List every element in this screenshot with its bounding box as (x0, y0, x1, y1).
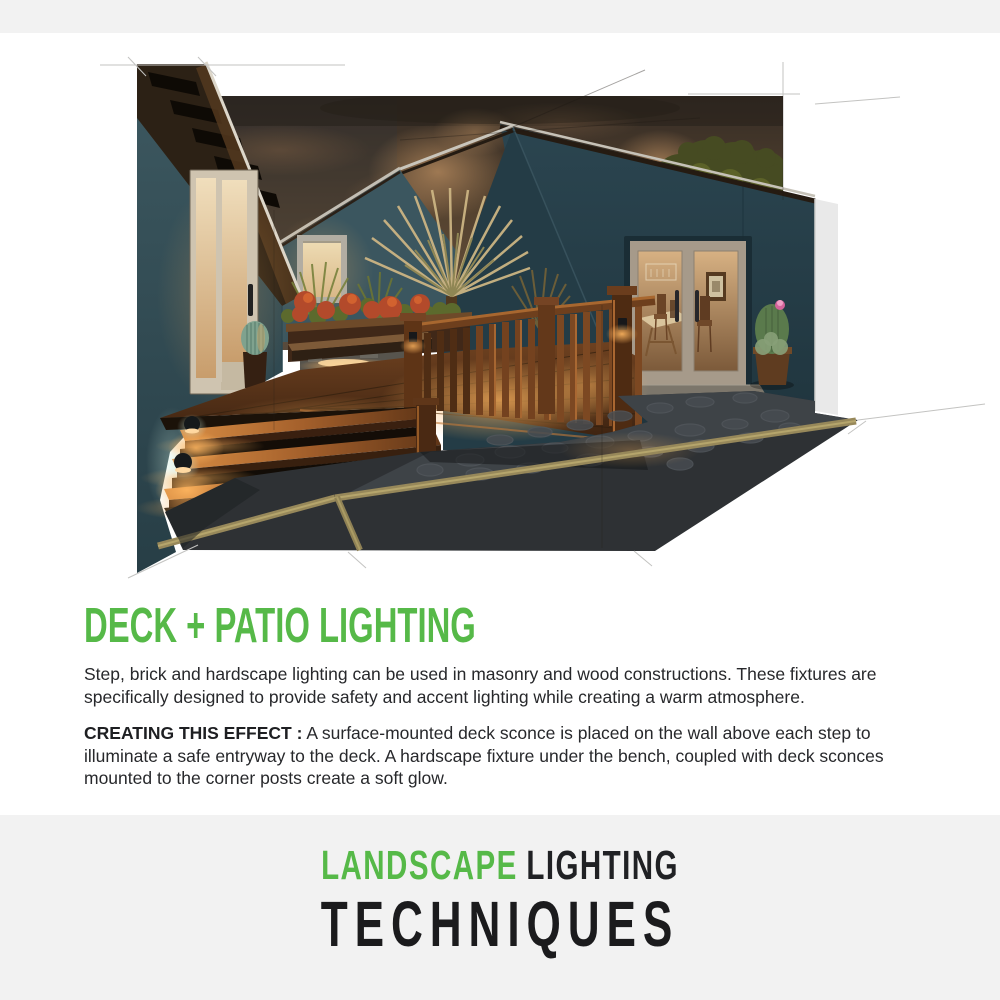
footer-series-title: TECHNIQUES (320, 888, 680, 960)
barrel-cactus-pot (241, 321, 269, 388)
footer-brand-lighting: LIGHTING (526, 842, 679, 888)
article-section (84, 599, 932, 790)
effect-paragraph (84, 722, 932, 790)
footer-band (0, 815, 1000, 1000)
section-title: DECK + PATIO LIGHTING (84, 599, 476, 653)
footer-brand-line (140, 842, 860, 888)
footer-brand-landscape: LANDSCAPE (321, 842, 518, 888)
effect-label: CREATING THIS EFFECT : (84, 723, 303, 743)
door-handle (248, 284, 253, 316)
gray-side-panel (815, 199, 838, 415)
intro-paragraph: Step, brick and hardscape lighting can be used in masonry and wood constructions. These fixtures are specifically designed to provide safety and accent lighting while creating a warm atmosphere. (84, 664, 877, 707)
effect-body: A surface-mounted deck sconce is placed on the wall above each step to illuminate a safe entryway to the deck. A hardscape fixture under the bench, coupled with deck sconces mounted to the corner posts create a soft glow. (84, 723, 884, 788)
